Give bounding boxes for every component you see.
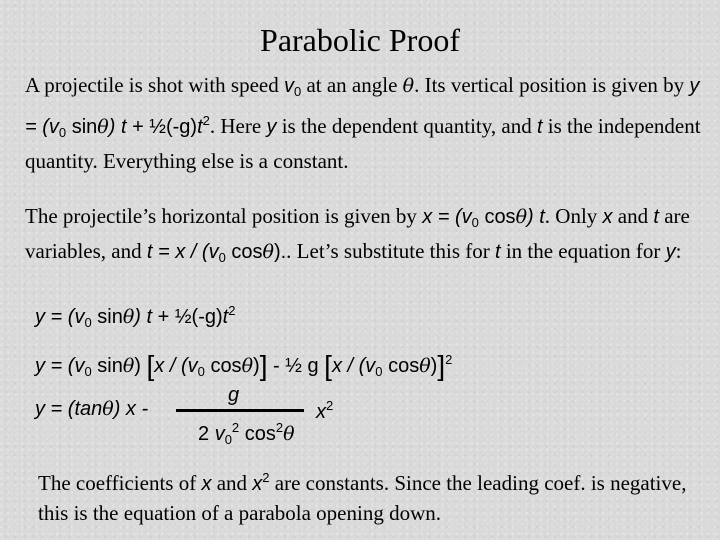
text: are variables, and bbox=[25, 204, 690, 263]
text: A projectile is shot with speed bbox=[25, 73, 284, 97]
equation-vertical-position: $y = (v_0$ sinθ) $t + \frac{1}{2}(-g)t^2$ bbox=[35, 303, 236, 330]
text: The projectile’s horizontal position is given by bbox=[25, 204, 423, 228]
y-symbol: y bbox=[665, 241, 676, 263]
x-symbol: x bbox=[201, 473, 212, 495]
fraction-bar bbox=[176, 409, 304, 412]
x-squared: $x^2$ bbox=[316, 398, 334, 423]
slide-title: Parabolic Proof bbox=[260, 22, 460, 58]
t-symbol: t bbox=[653, 206, 659, 228]
fraction-denominator: 2 $v_0^2$ $\cos^2\theta$ bbox=[198, 420, 295, 447]
paragraph-horizontal bbox=[25, 202, 705, 272]
text: The coefficients of bbox=[38, 471, 202, 495]
text: . Let’s substitute this for bbox=[286, 239, 495, 263]
paragraph-conclusion bbox=[38, 463, 718, 528]
y-symbol: y bbox=[266, 116, 277, 138]
t-symbol: t bbox=[536, 116, 543, 138]
text: and bbox=[211, 471, 253, 495]
time-formula: $t = x / (v_0$ cosθ). bbox=[146, 241, 287, 265]
text: are constants. Since the leading coef. is negative, this is the equation of a parabola opening down. bbox=[38, 471, 687, 525]
text: is the independent quantity. Everything else is a constant. bbox=[25, 114, 701, 173]
equation-simplified-lhs: y = (tanθ) x - bbox=[35, 398, 149, 420]
x-symbol: x bbox=[602, 206, 613, 228]
paragraph-intro bbox=[25, 71, 705, 176]
fraction-numerator: g bbox=[228, 384, 240, 406]
v0-symbol: $v_0$ bbox=[283, 75, 302, 99]
theta-symbol: θ bbox=[402, 75, 415, 97]
x-squared-symbol: $x^2$ bbox=[252, 470, 270, 495]
text: . Here bbox=[209, 114, 267, 138]
equation-substituted: $y = (v_0$ sinθ) [$x / (v_0$ cosθ)] - ½ g [$x / (v_0$ cosθ)]$^2$ bbox=[35, 350, 453, 381]
text: in the equation for bbox=[500, 239, 666, 263]
t-symbol: t bbox=[495, 241, 501, 263]
vertical-position-formula: $y = (v_0$ sinθ) $t + \frac{1}{2}(-g)t^2$ bbox=[25, 75, 700, 140]
text: : bbox=[675, 239, 682, 263]
text: and bbox=[612, 204, 654, 228]
text: . Only bbox=[544, 204, 603, 228]
text: at an angle bbox=[301, 73, 403, 97]
horizontal-position-formula: $x = (v_0$ cosθ) t bbox=[422, 206, 545, 230]
text: is the dependent quantity, and bbox=[276, 114, 537, 138]
text: . Its vertical position is given by bbox=[414, 73, 690, 97]
